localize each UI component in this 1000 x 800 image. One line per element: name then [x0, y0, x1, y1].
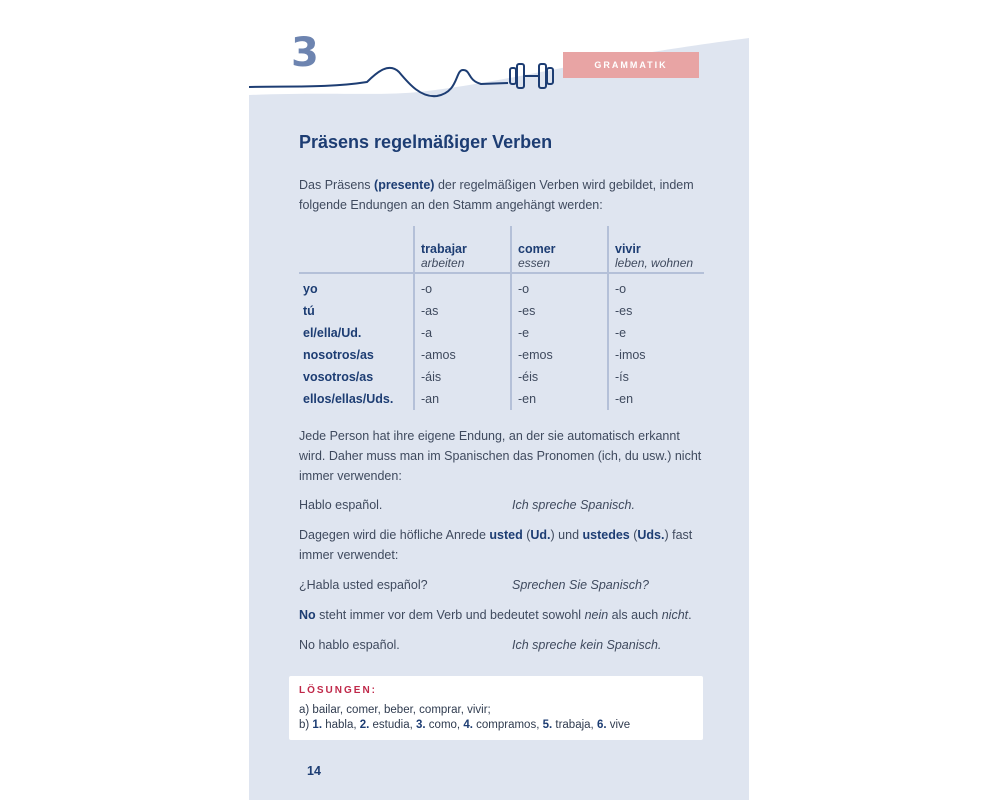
example-german: Ich spreche Spanisch.	[512, 498, 635, 512]
table-row: el/ella/Ud. -a -e -e	[299, 322, 704, 344]
table-header-row	[299, 226, 704, 273]
paragraph-person-endings: Jede Person hat ihre eigene Endung, an der sie automatisch erkannt wird. Daher muss man im Spanischen das Pronomen (ich, du usw.) nicht immer verwenden:	[299, 429, 702, 483]
chapter-number: 3	[291, 30, 319, 76]
paragraph-polite-form: Dagegen wird die höfliche Anrede usted (Ud.) und ustedes (Uds.) fast immer verwendet:	[299, 528, 693, 562]
example-german: Ich spreche kein Spanisch.	[512, 638, 662, 652]
section-tag: GRAMMATIK	[563, 52, 699, 78]
example-spanish: ¿Habla usted español?	[299, 578, 428, 592]
column-header: vivir leben, wohnen	[608, 226, 704, 273]
paragraph-negation: No steht immer vor dem Verb und bedeutet sowohl nein als auch nicht.	[299, 608, 692, 622]
solutions-box	[289, 676, 703, 740]
example-row	[299, 495, 709, 515]
solutions-line-b: b) 1. habla, 2. estudia, 3. como, 4. compramos, 5. trabaja, 6. vive	[299, 719, 631, 731]
conjugation-table	[299, 226, 704, 410]
intro-paragraph: Das Präsens (presente) der regelmäßigen Verben wird gebildet, indem folgende Endungen an den Stamm angehängt werden:	[299, 178, 694, 212]
page-title: Präsens regelmäßiger Verben	[299, 132, 553, 152]
book-page	[249, 0, 749, 800]
example-german: Sprechen Sie Spanisch?	[512, 578, 649, 592]
example-row	[299, 575, 709, 595]
example-spanish: No hablo español.	[299, 638, 400, 652]
page-number: 14	[307, 764, 321, 778]
table-row: tú -as -es -es	[299, 300, 704, 322]
solutions-title: LÖSUNGEN:	[299, 685, 377, 696]
table-row: nosotros/as -amos -emos -imos	[299, 344, 704, 366]
table-row: vosotros/as -áis -éis -ís	[299, 366, 704, 388]
column-header: trabajar arbeiten	[414, 226, 511, 273]
example-row	[299, 635, 709, 655]
table-row: ellos/ellas/Uds. -an -en -en	[299, 388, 704, 410]
column-header: comer essen	[511, 226, 608, 273]
table-row: yo -o -o -o	[299, 273, 704, 300]
example-spanish: Hablo español.	[299, 498, 383, 512]
solutions-line-a: a) bailar, comer, beber, comprar, vivir;	[299, 704, 491, 716]
